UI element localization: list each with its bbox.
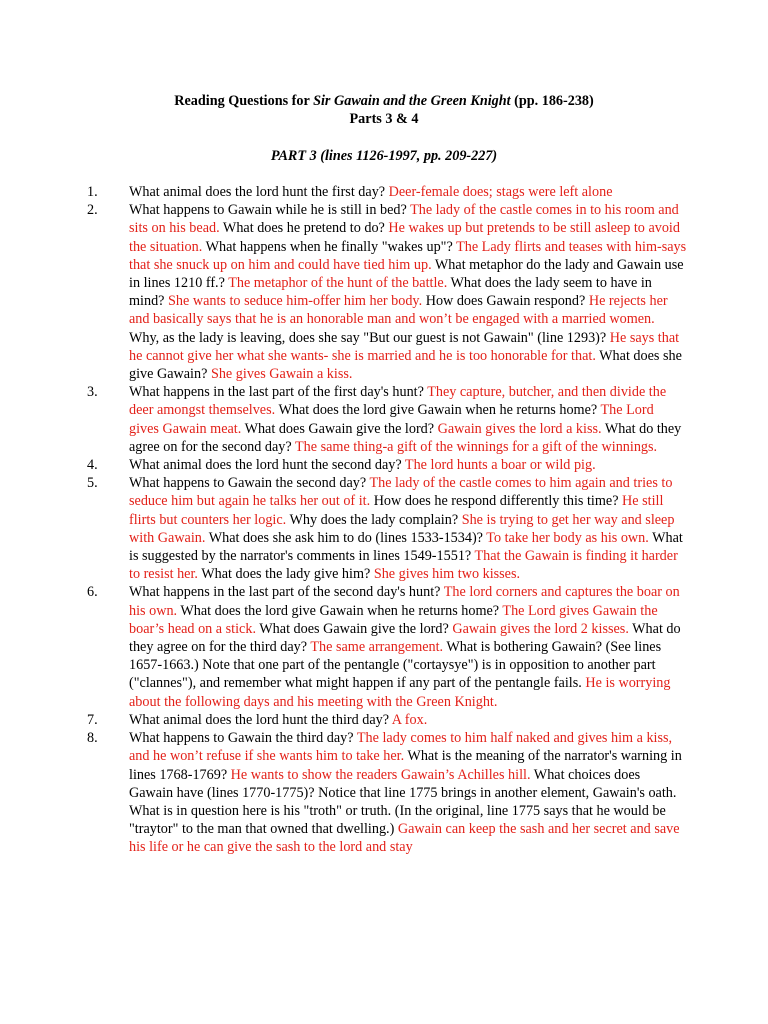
answer-text: Gawain gives the lord 2 kisses. (452, 620, 629, 637)
question-item (87, 729, 687, 856)
question-text: What does Gawain give the lord? (241, 420, 438, 437)
answer-text: The lady comes to him half naked and gives him a kiss, and he won’t refuse if she wants him to take her. (129, 730, 673, 765)
title-page-range: (pp. 186-238) (510, 93, 594, 109)
question-item (87, 201, 687, 383)
question-text: What happens to Gawain the third day? (129, 730, 357, 747)
question-text: What happens when he finally "wakes up"? (202, 238, 457, 255)
question-text-block (129, 456, 687, 474)
question-text: What do they agree on for the second day? (129, 420, 682, 455)
answer-text: To take her body as his own. (486, 529, 649, 546)
question-text: What happens in the last part of the first day's hunt? (129, 384, 428, 401)
title-work-name: Sir Gawain and the Green Knight (313, 93, 511, 109)
answer-text: The same thing-a gift of the winnings for a gift of the winnings. (294, 438, 658, 455)
question-text: How does Gawain respond? (422, 293, 589, 310)
question-text: What is bothering Gawain? (See lines 1657-1663.) Note that one part of the pentangle ("cortaysye") is in opposition to another part ("clannes"), and remember what might happen if any part of the pentangle fails. (129, 639, 662, 692)
question-text: What does the lady give him? (197, 566, 374, 583)
question-number: 4. (87, 457, 98, 474)
question-text: What choices does Gawain have (lines 1770-1775)? Notice that line 1775 brings in another element, Gawain's oath. What is in question here is his "troth" or truth. (In the original, line 1775 says that he would be "traytor" to the man that owned that dwelling.) (129, 766, 677, 838)
question-text: What is suggested by the narrator's comments in lines 1549-1551? (129, 529, 683, 565)
answer-text: Gawain gives the lord a kiss. (437, 420, 602, 437)
answer-text: The Lord gives Gawain the boar’s head on a stick. (129, 602, 658, 637)
answer-text: A fox. (391, 711, 428, 728)
question-number: 5. (87, 475, 98, 492)
question-number: 7. (87, 711, 98, 728)
question-text: What happens to Gawain while he is still in bed? (129, 202, 411, 219)
question-text: What animal does the lord hunt the second day? (129, 457, 405, 474)
question-text: What animal does the lord hunt the first day? (129, 184, 389, 200)
question-number: 2. (87, 202, 98, 219)
answer-text: The same arrangement. (310, 639, 444, 656)
question-text: What do they agree on for the third day? (129, 620, 681, 656)
question-list (87, 183, 687, 857)
answer-text: He rejects her and basically says that he is an honorable man and won’t be engaged with a married women. (129, 293, 668, 328)
answer-text: The lord corners and captures the boar on his own. (129, 584, 680, 619)
question-number: 6. (87, 584, 98, 601)
question-text: What does she give Gawain? (129, 347, 682, 383)
document-subtitle: Parts 3 & 4 (349, 111, 419, 127)
answer-text: She gives Gawain a kiss. (210, 366, 353, 383)
answer-text: Deer-female does; stags were left alone (388, 184, 613, 200)
question-text: What does the lord give Gawain when he returns home? (275, 402, 601, 419)
question-text: What animal does the lord hunt the third day? (129, 711, 392, 728)
question-item (87, 383, 687, 456)
answer-text: The metaphor of the hunt of the battle. (228, 275, 448, 292)
question-item (87, 711, 687, 729)
answer-text: They capture, butcher, and then divide the deer amongst themselves. (129, 384, 667, 419)
question-text: Why does the lady complain? (286, 511, 462, 528)
question-text-block (129, 711, 687, 729)
question-text-block (129, 729, 687, 856)
answer-text: The lady of the castle comes to him again and tries to seduce him but again he talks her out of it. (129, 475, 673, 510)
question-text: What does she ask him to do (lines 1533-1534)? (205, 529, 487, 546)
question-number: 1. (87, 184, 98, 200)
answer-text: The Lord gives Gawain meat. (129, 402, 654, 437)
answer-text: He says that he cannot give her what she wants- she is married and he is too honorable for that. (129, 329, 680, 364)
question-number: 3. (87, 384, 98, 401)
answer-text: She gives him two kisses. (373, 566, 521, 583)
answer-text: He wakes up but pretends to be still asleep to avoid the situation. (129, 220, 680, 255)
question-item (87, 456, 687, 474)
answer-text: The lord hunts a boar or wild pig. (404, 457, 596, 474)
question-text: What metaphor do the lady and Gawain use in lines 1210 ff.? (129, 256, 684, 292)
question-text-block (129, 583, 687, 710)
title-prefix: Reading Questions for (174, 93, 314, 109)
question-text: What happens to Gawain the second day? (129, 475, 370, 492)
answer-text: The Lady flirts and teases with him-says that she snuck up on him and could have tied him up. (129, 238, 687, 273)
question-text: Why, as the lady is leaving, does she say "But our guest is not Gawain" (line 1293)? (129, 329, 610, 346)
question-item (87, 183, 687, 201)
section-heading-text: PART 3 (lines 1126-1997, pp. 209-227) (270, 148, 498, 164)
question-text-block (129, 383, 687, 456)
section-heading (0, 148, 768, 165)
answer-text: Gawain can keep the sash and her secret and save his life or he can give the sash to the lord and stay (129, 821, 680, 856)
document-title (0, 93, 768, 110)
question-number: 8. (87, 730, 98, 747)
question-text: What does the lady seem to have in mind? (129, 275, 652, 310)
question-text-block (129, 201, 687, 383)
answer-text: She is trying to get her way and sleep with Gawain. (129, 511, 675, 546)
question-text: What does the lord give Gawain when he returns home? (177, 602, 503, 619)
question-text: How does he respond differently this time? (370, 493, 623, 510)
answer-text: He wants to show the readers Gawain’s Achilles hill. (230, 766, 531, 783)
answer-text: He still flirts but counters her logic. (129, 493, 664, 528)
question-item (87, 583, 687, 710)
question-text: What does Gawain give the lord? (256, 620, 453, 637)
question-item (87, 474, 687, 583)
answer-text: He is worrying about the following days and his meeting with the Green Knight. (129, 675, 671, 710)
answer-text: The lady of the castle comes in to his room and sits on his bead. (129, 202, 679, 237)
answer-text: That the Gawain is finding it harder to resist her. (129, 548, 678, 583)
answer-text: She wants to seduce him-offer him her body. (168, 293, 423, 310)
question-text: What is the meaning of the narrator's warning in lines 1768-1769? (129, 748, 682, 783)
question-text-block (129, 183, 687, 201)
question-text: What does he pretend to do? (219, 220, 389, 237)
question-text: What happens in the last part of the second day's hunt? (129, 584, 444, 601)
question-text-block (129, 474, 687, 583)
